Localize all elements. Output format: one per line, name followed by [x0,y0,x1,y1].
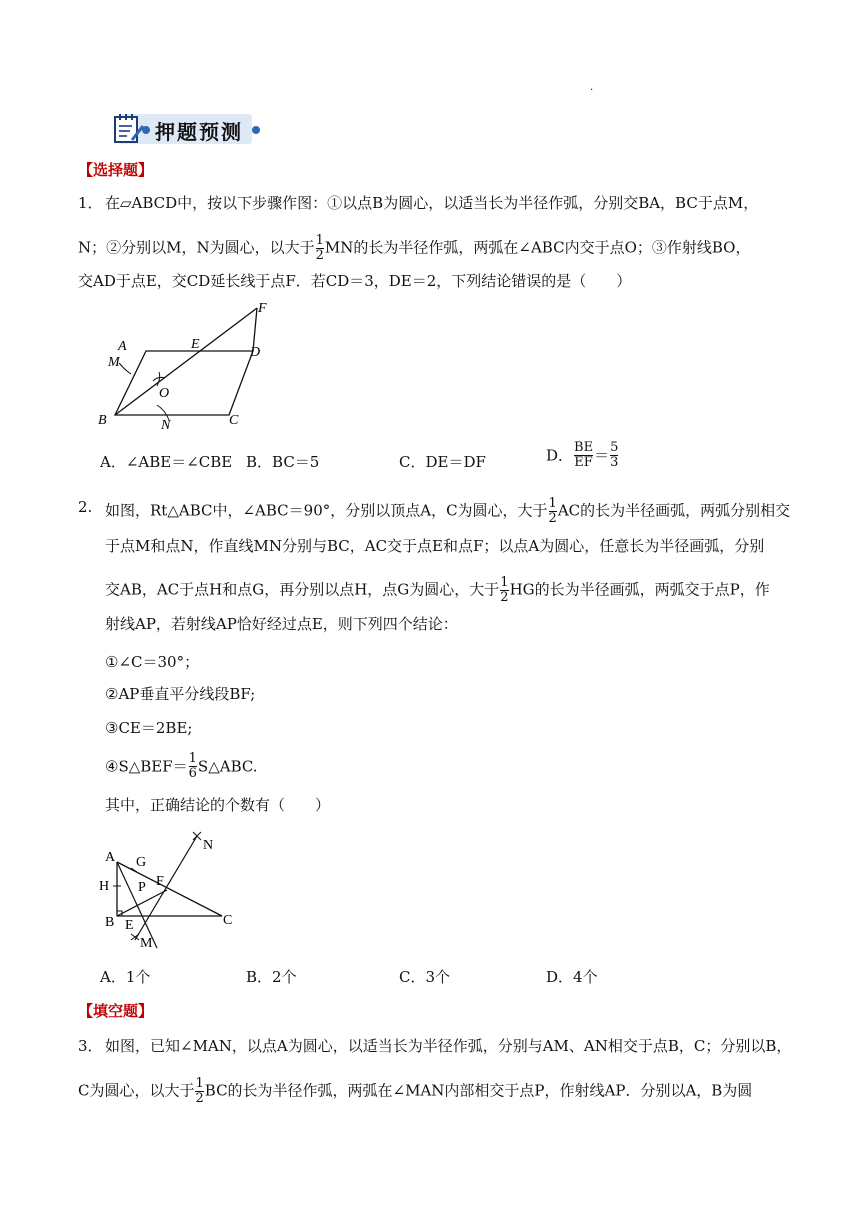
q2-fraction-3: $\frac{1}{6}$ [188,751,197,781]
q1-label-m: M [108,355,120,370]
q1-figure [95,298,280,433]
q1-label-b: B [98,413,107,428]
header-dot-right [252,126,260,134]
q1-line-2b: MN的长为半径作弧，两弧在∠ABC内交于点O；③作射线BO， [324,238,751,257]
q1-line-1: 在▱ABCD中，按以下步骤作图：①以点B为圆心，以适当长为半径作弧，分别交BA，BC于点M， [105,194,759,212]
q1-option-d-fraction-right: $\frac{5}{3}$ [610,440,619,470]
q2-figure [95,828,245,953]
q2-line-4: 射线AP，若射线AP恰好经过点E，则下列四个结论： [105,615,458,633]
q2-conclusion-1: ①∠C＝30°； [105,653,200,671]
q2-label-f: F [156,874,164,889]
q3-number: 3． [78,1037,103,1055]
q1-option-c: C．DE＝DF [399,453,486,471]
q1-line-3: 交AD于点E，交CD延长线于点F．若CD＝3，DE＝2，下列结论错误的是（ ） [78,272,632,290]
q2-label-a: A [105,850,116,865]
notepad-icon [110,112,146,146]
q2-line-2: 于点M和点N，作直线MN分别与BC，AC交于点E和点F；以点A为圆心，任意长为半径画弧，分别 [105,537,765,555]
q1-label-o: O [159,386,170,401]
q1-option-d: D． $\frac{BE}{EF}$ ＝ $\frac{5}{3}$ [546,440,619,470]
q2-fraction-2: $\frac{1}{2}$ [500,575,509,605]
q2-label-p: P [138,880,146,895]
q1-parallelogram [115,351,253,415]
q2-label-c: C [223,913,233,928]
q2-line-1: 如图，Rt△ABC中，∠ABC＝90°，分别以顶点A，C为圆心，大于 $\frac{1}{2}$ AC的长为半径画弧，两弧分别相交 [105,496,791,526]
q1-label-e: E [191,337,200,352]
q2-fraction-1: $\frac{1}{2}$ [548,496,557,526]
q2-option-d: D．4个 [546,968,598,986]
q1-arc-m [119,363,131,374]
q2-label-m: M [140,936,153,951]
q2-question: 其中，正确结论的个数有（ ） [105,796,331,814]
q2-label-g: G [136,855,147,870]
page-mark: . [590,82,594,93]
q2-option-c: C．3个 [399,968,451,986]
q2-label-b: B [105,915,115,930]
q3-fraction: $\frac{1}{2}$ [195,1076,204,1106]
q1-option-b: B．BC＝5 [246,453,320,471]
section-choice-title: 【选择题】 [78,161,154,179]
q2-label-e: E [125,918,134,933]
q1-label-f: F [258,301,267,316]
q1-line-2a: N；②分别以M，N为圆心，以大于 [78,238,315,257]
q2-label-h: H [99,879,110,894]
header-title: 押题预测 [155,120,243,144]
q2-cross-n [193,832,201,840]
q1-line-2 [78,234,750,263]
q1-label-n: N [161,418,171,433]
q1-label-d: D [250,345,261,360]
q2-option-b: B．2个 [246,968,297,986]
q2-option-a: A．1个 [100,968,151,986]
q2-label-n: N [203,838,214,853]
q1-fraction: $\frac{1}{2}$ [315,233,324,263]
q2-line-3: 交AB，AC于点H和点G，再分别以点H，点G为圆心，大于 $\frac{1}{2}$ HG的长为半径画弧，两弧交于点P，作 [105,575,770,605]
q1-label-a: A [118,339,127,354]
q1-label-c: C [229,413,239,428]
q1-arc-o2 [157,372,160,386]
q3-line-2: C为圆心，以大于 $\frac{1}{2}$ BC的长为半径作弧，两弧在∠MAN内部相交于点P，作射线AP．分别以A，B为圆 [78,1076,753,1106]
q3-line-1: 如图，已知∠MAN，以点A为圆心，以适当长为半径作弧，分别与AM、AN相交于点B，C；分别以B， [105,1037,792,1055]
q2-conclusion-3: ③CE＝2BE; [105,719,193,737]
q1-option-a: A．∠ABE＝∠CBE [100,453,233,471]
q1-number: 1． [78,194,103,212]
q2-conclusion-2: ②AP垂直平分线段BF; [105,685,256,703]
q1-option-d-fraction-left: $\frac{BE}{EF}$ [574,440,594,470]
q2-number: 2. [78,498,93,516]
section-fill-title: 【填空题】 [78,1002,154,1020]
header-dot-left [142,126,150,134]
q2-conclusion-4: ④S△BEF＝ $\frac{1}{6}$ S△ABC. [105,751,258,781]
